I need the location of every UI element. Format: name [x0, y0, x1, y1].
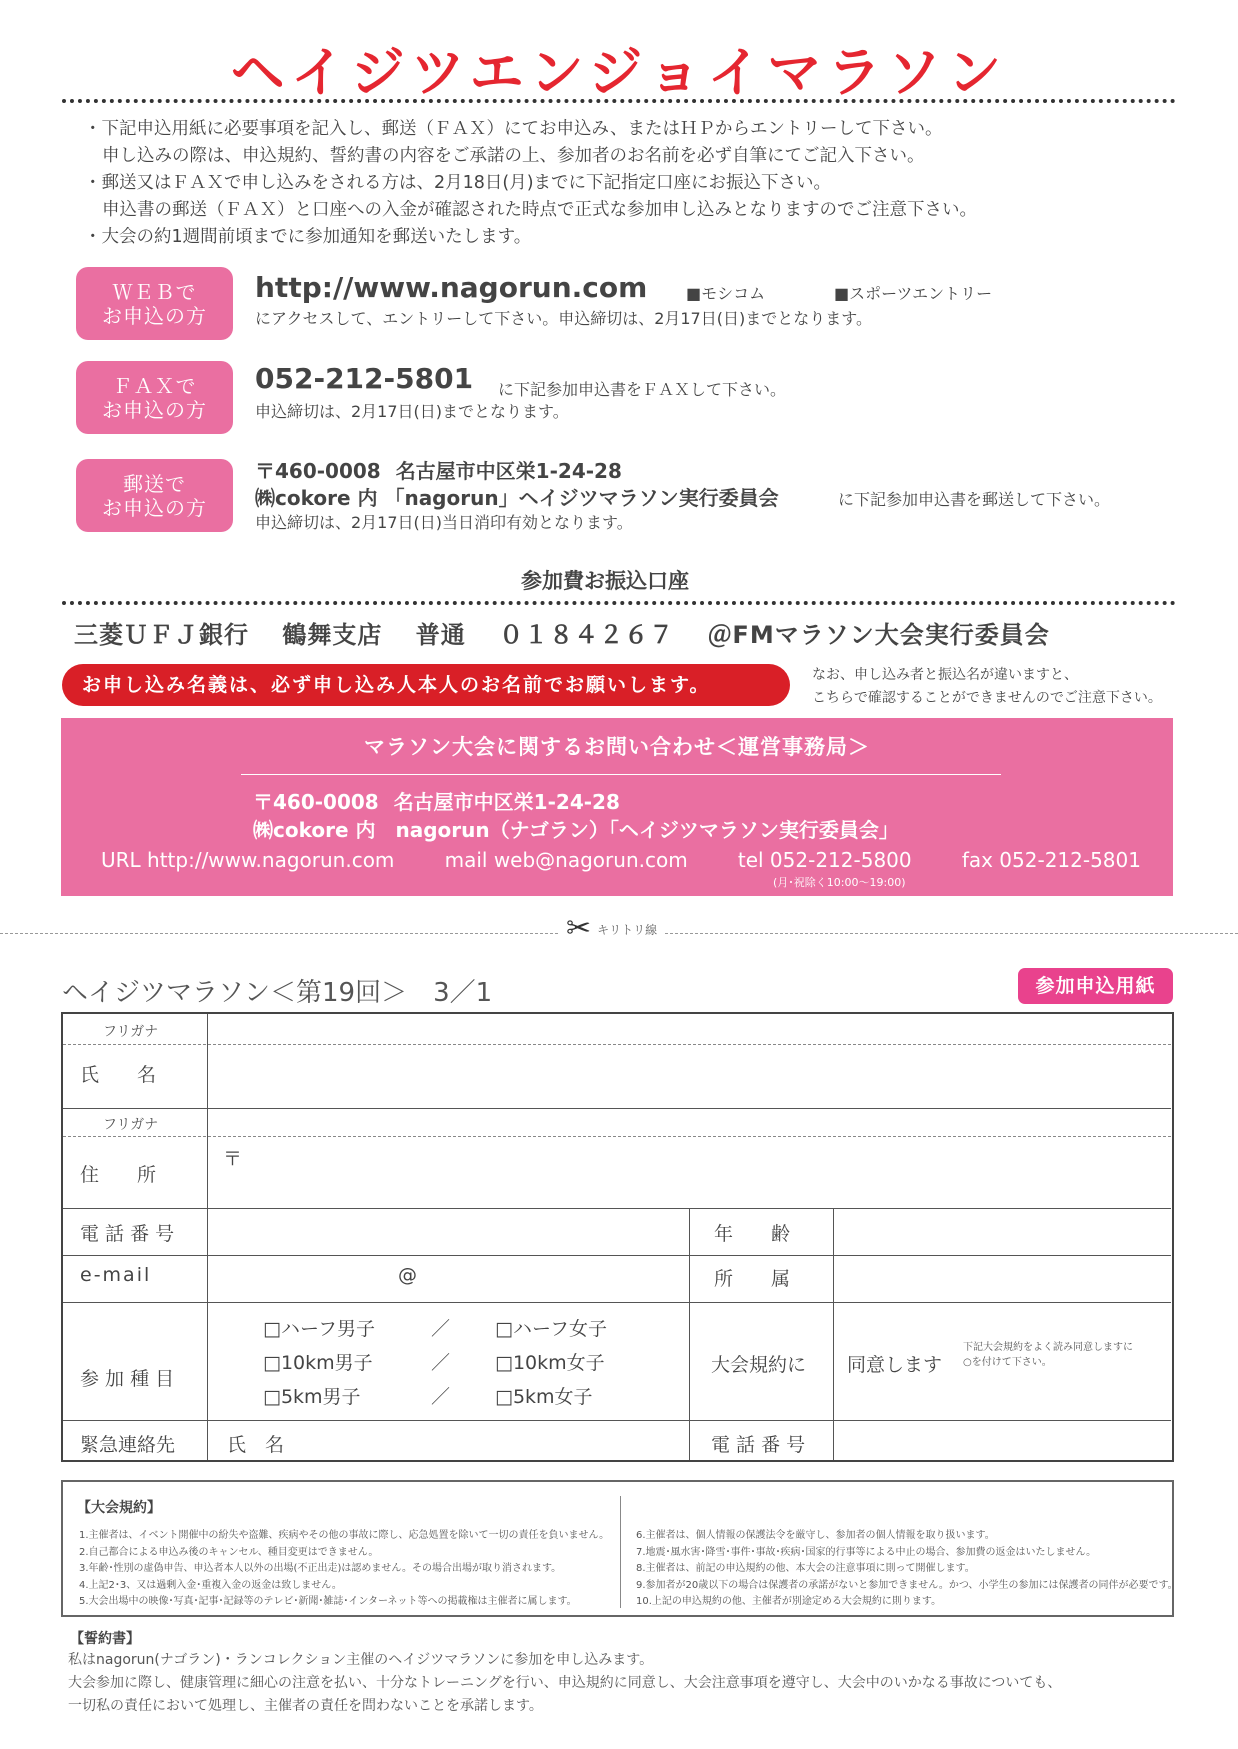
scissors-icon: ✂	[566, 911, 592, 946]
application-form	[61, 1012, 1174, 1462]
emergency-name-label: 氏 名	[227, 1434, 285, 1456]
name-label: 氏 名	[80, 1064, 157, 1086]
address-furigana-divider	[63, 1136, 1171, 1137]
bank-name: 三菱ＵＦＪ銀行	[74, 621, 249, 649]
form-title: ヘイジツマラソン＜第19回＞ 3／1	[62, 978, 493, 1008]
contact-address: 名古屋市中区栄1-24-28	[393, 790, 620, 814]
row-divider	[63, 1302, 1171, 1303]
rule-item: 10.上記の申込規約の他、主催者が別途定める大会規約に則ります。	[636, 1596, 942, 1607]
category-5k-male[interactable]: □5km男子	[263, 1386, 361, 1408]
contact-url[interactable]: URL http://www.nagorun.com	[101, 848, 395, 872]
name-furigana-label: フリガナ	[103, 1024, 159, 1040]
page-title: ヘイジツエンジョイマラソン	[230, 41, 1008, 104]
row-divider	[63, 1420, 1171, 1421]
warning-note-line1: なお、申し込み者と振込名が違いますと、	[812, 667, 1078, 683]
category-10k-female[interactable]: □10km女子	[495, 1352, 605, 1374]
name-field[interactable]	[213, 1048, 1163, 1098]
title-divider	[62, 99, 1176, 103]
row-divider	[63, 1208, 1171, 1209]
rule-item: 4.上記2･3、又は過剰入金･重複入金の返金は致しません。	[79, 1579, 342, 1591]
emergency-label: 緊急連絡先	[80, 1434, 176, 1456]
warning-note-line2: こちらで確認することができませんのでご注意下さい。	[812, 690, 1162, 706]
affiliation-field[interactable]	[839, 1259, 1165, 1297]
fax-method-badge	[76, 361, 233, 434]
rule-item: 8.主催者は、前記の申込規約の他、本大会の注意事項に則って開催します。	[636, 1563, 975, 1574]
contact-mail[interactable]: mail web@nagorun.com	[444, 848, 688, 872]
fax-number: 052-212-5801	[255, 362, 474, 395]
contact-hours: (月･祝除く10:00〜19:00)	[773, 876, 906, 889]
category-slash: ／	[431, 1352, 451, 1374]
bank-branch: 鶴舞支店	[282, 621, 383, 649]
email-label: e-mail	[80, 1264, 152, 1286]
bank-account-info	[74, 615, 1074, 650]
note-line: ・郵送又はＦＡＸで申し込みをされる方は、2月18日(月)までに下記指定口座にお振込下さい。	[84, 173, 832, 193]
category-5k-female[interactable]: □5km女子	[495, 1386, 593, 1408]
rules-right-column	[636, 1528, 1178, 1611]
category-half-male[interactable]: □ハーフ男子	[263, 1318, 376, 1340]
email-field[interactable]	[213, 1259, 683, 1297]
phone-label: 電 話 番 号	[80, 1223, 175, 1245]
address-label: 住 所	[80, 1164, 157, 1186]
account-title: 参加費お振込口座	[521, 569, 689, 593]
web-url[interactable]: http://www.nagorun.com	[255, 271, 648, 304]
mail-method-badge	[76, 459, 233, 532]
rule-item: 3.年齢･性別の虚偽申告、申込者本人以外の出場(不正出走)は認めません。その場合出場が取り消されます。	[79, 1563, 562, 1574]
emergency-name-field[interactable]	[293, 1424, 683, 1458]
web-method-badge	[76, 267, 233, 340]
mail-instruction: に下記参加申込書を郵送して下さい。	[838, 490, 1111, 509]
emergency-phone-field[interactable]	[839, 1424, 1165, 1458]
mail-company: ㈱cokore 内 「nagorun」ヘイジツマラソン実行委員会	[255, 486, 779, 510]
note-line: ・下記申込用紙に必要事項を記入し、郵送（ＦＡＸ）にてお申込み、またはＨＰからエントリーして下さい。	[84, 119, 943, 139]
age-field[interactable]	[839, 1212, 1165, 1250]
oath-title: 【誓約書】	[70, 1631, 140, 1647]
row-divider	[63, 1255, 1171, 1256]
fax-instruction: に下記参加申込書をＦＡＸして下さい。	[498, 380, 787, 399]
web-badge-line1: ＷＥＢで	[112, 279, 197, 304]
contact-title: マラソン大会に関するお問い合わせ＜運営事務局＞	[364, 735, 870, 759]
web-note: にアクセスして、エントリーして下さい。申込締切は、2月17日(日)までとなります。	[255, 309, 872, 328]
contact-links	[101, 848, 1141, 872]
cut-label-text: キリトリ線	[597, 922, 658, 937]
rule-item: 5.大会出場中の映像･写真･記事･記録等のテレビ･新聞･雑誌･インターネット等への掲載権は主催者に属します。	[79, 1596, 577, 1607]
rules-title: 【大会規約】	[77, 1500, 161, 1516]
web-site-sports-entry[interactable]: ■スポーツエントリー	[834, 284, 993, 303]
note-line: 申込書の郵送（ＦＡＸ）と口座への入金が確認された時点で正式な参加申し込みとなりますのでご注意下さい。	[102, 200, 977, 220]
emergency-divider	[689, 1420, 690, 1460]
fax-badge-line1: ＦＡＸで	[112, 373, 197, 398]
mail-postal-code: 〒460-0008	[255, 459, 381, 483]
contact-company: ㈱cokore 内 nagorun（ナゴラン）「ヘイジツマラソン実行委員会」	[253, 818, 899, 842]
rules-box	[61, 1480, 1178, 1617]
rule-item: 7.地震･風水害･降雪･事件･事故･疾病･国家的行事等による中止の場合、参加費の返金はいたしません。	[636, 1546, 1097, 1558]
rule-item: 1.主催者は、イベント開催中の紛失や盗難、疾病やその他の事故に際し、応急処置を除いて一切の責任を負いません。	[79, 1530, 610, 1541]
agree-label: 大会規約に	[711, 1354, 807, 1376]
right-value-divider	[833, 1208, 834, 1460]
name-warning-note	[812, 664, 1162, 710]
mail-badge-line2: お申込の方	[102, 495, 207, 520]
contact-fax: fax 052-212-5801	[961, 848, 1141, 872]
agree-note-line2: ○を付けて下さい。	[963, 1357, 1052, 1368]
address-field[interactable]	[213, 1140, 1163, 1200]
name-warning-banner: お申し込み名義は、必ず申し込み人本人のお名前でお願いします。	[62, 664, 790, 706]
form-badge: 参加申込用紙	[1018, 968, 1173, 1004]
agree-option[interactable]: 同意します	[847, 1354, 943, 1376]
agree-note	[963, 1340, 1133, 1370]
note-line: ・大会の約1週間前頃までに参加通知を郵送いたします。	[84, 227, 532, 247]
contact-tel: tel 052-212-5800	[737, 848, 912, 872]
rule-item: 2.自己都合による申込み後のキャンセル、種目変更はできません。	[79, 1546, 379, 1558]
affiliation-label: 所 属	[714, 1268, 791, 1290]
at-mark: @	[398, 1264, 417, 1286]
contact-postal-code: 〒460-0008	[253, 790, 379, 814]
agree-note-line1: 下記大会規約をよく読み同意しますに	[963, 1342, 1133, 1353]
account-number: ０１８４２６７	[499, 621, 675, 649]
rule-item: 9.参加者が20歳以下の場合は保護者の承諾がないと参加できません。かつ、小学生の参加には保護者の同伴が必要です。	[636, 1579, 1178, 1591]
row-divider	[63, 1108, 1171, 1109]
mail-deadline: 申込締切は、2月17日(日)当日消印有効となります。	[255, 513, 633, 532]
label-column-divider	[207, 1014, 208, 1460]
account-divider	[62, 601, 1176, 605]
note-line: 申し込みの際は、申込規約、誓約書の内容をご承諾の上、参加者のお名前を必ず自筆にてご記入下さい。	[102, 146, 925, 166]
rules-divider	[620, 1496, 621, 1608]
contact-box	[61, 718, 1173, 896]
category-label: 参 加 種 目	[80, 1368, 175, 1390]
oath-text	[68, 1649, 1061, 1718]
age-label: 年 齢	[714, 1223, 791, 1245]
category-10k-male[interactable]: □10km男子	[263, 1352, 373, 1374]
fax-deadline: 申込締切は、2月17日(日)までとなります。	[255, 402, 569, 421]
contact-postal	[253, 786, 620, 815]
address-furigana-label: フリガナ	[103, 1117, 159, 1133]
postal-mark: 〒	[223, 1148, 243, 1170]
category-slash: ／	[431, 1318, 451, 1340]
phone-field[interactable]	[213, 1212, 743, 1250]
contact-divider	[241, 774, 1001, 775]
mail-address: 名古屋市中区栄1-24-28	[395, 459, 622, 483]
category-half-female[interactable]: □ハーフ女子	[495, 1318, 608, 1340]
mail-postal	[255, 455, 622, 484]
oath-line: 一切私の責任において処理し、主催者の責任を問わないことを承諾します。	[68, 1698, 543, 1714]
web-site-moshicom[interactable]: ■モシコム	[686, 284, 766, 303]
web-badge-line2: お申込の方	[102, 303, 207, 328]
right-column-divider	[689, 1208, 690, 1420]
rules-left-column	[79, 1528, 609, 1611]
emergency-phone-label: 電 話 番 号	[711, 1434, 806, 1456]
application-notes	[84, 116, 1194, 251]
category-slash: ／	[431, 1386, 451, 1408]
account-type: 普通	[415, 621, 466, 649]
oath-line: 私はnagorun(ナゴラン)・ランコレクション主催のヘイジツマラソンに参加を申し込みます。	[68, 1652, 654, 1668]
rule-item: 6.主催者は、個人情報の保護法令を厳守し、参加者の個人情報を取り扱います。	[636, 1530, 995, 1541]
mail-badge-line1: 郵送で	[123, 471, 186, 496]
name-furigana-divider	[63, 1044, 1171, 1045]
cut-label	[560, 911, 663, 946]
oath-line: 大会参加に際し、健康管理に細心の注意を払い、十分なトレーニングを行い、申込規約に同意し、大会注意事項を遵守し、大会中のいかなる事故についても、	[68, 1675, 1062, 1691]
account-holder: ＠FMマラソン大会実行委員会	[707, 621, 1050, 649]
fax-badge-line2: お申込の方	[102, 397, 207, 422]
